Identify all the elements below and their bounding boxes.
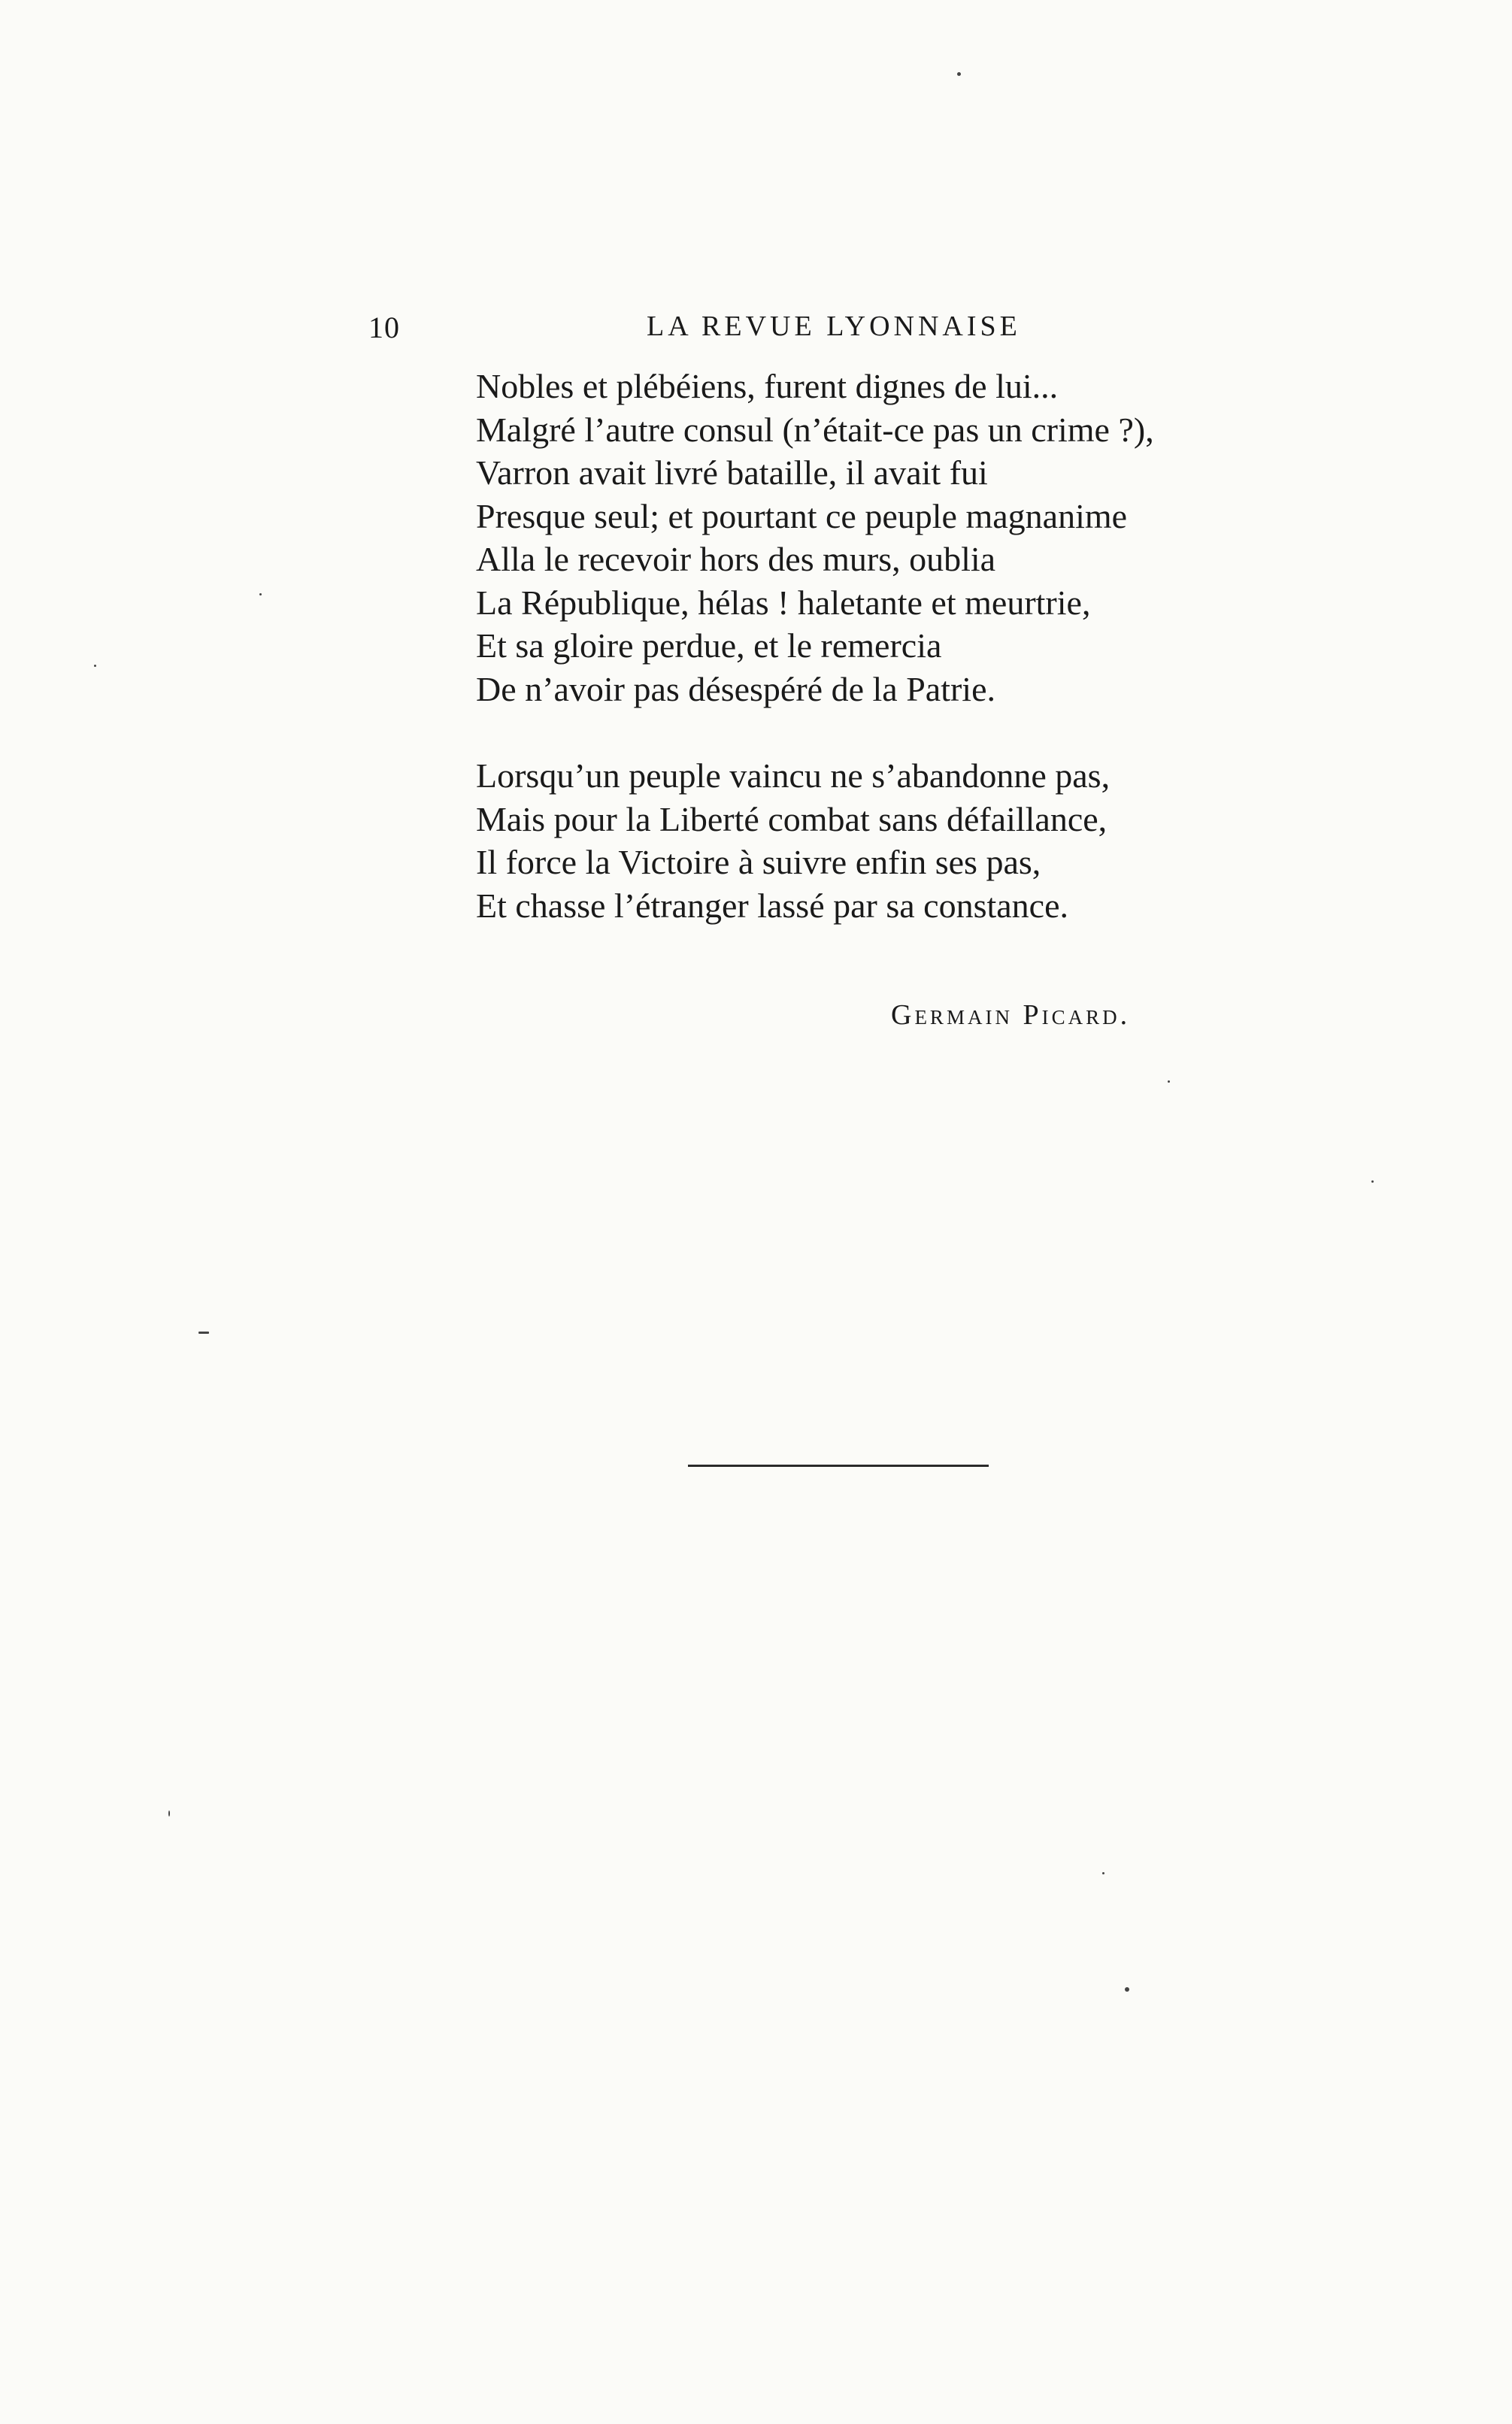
page-header [368,310,1188,355]
scan-speck [198,1332,209,1334]
poem-stanza-1 [476,365,1154,711]
verse-line: De n’avoir pas désespéré de la Patrie. [476,669,995,708]
verse-line: La République, hélas ! haletante et meurtrie, [476,583,1091,622]
scan-speck [168,1810,170,1816]
scan-speck [94,665,96,667]
verse-line: Alla le recevoir hors des murs, oublia [476,540,996,578]
scan-speck [1102,1872,1104,1874]
scan-speck [1168,1080,1170,1083]
verse-line: Presque seul; et pourtant ce peuple magnanime [476,496,1128,535]
verse-line: Nobles et plébéiens, furent dignes de lui... [476,367,1059,405]
verse-line: Et chasse l’étranger lassé par sa constance. [476,886,1069,925]
verse-line: Malgré l’autre consul (n’était-ce pas un crime ?), [476,410,1154,449]
author-signature: Germain Picard. [891,999,1131,1031]
verse-line: Il force la Victoire à suivre enfin ses pas, [476,843,1041,881]
scan-speck [1371,1180,1374,1183]
verse-line: Mais pour la Liberté combat sans défaillance, [476,799,1107,838]
scan-speck [1125,1987,1129,1992]
scan-speck [259,593,262,595]
verse-line: Et sa gloire perdue, et le remercia [476,626,942,665]
poem-stanza-2 [476,754,1110,927]
verse-line: Lorsqu’un peuple vaincu ne s’abandonne pas, [476,756,1111,795]
page-number: 10 [368,311,400,344]
running-title: LA REVUE LYONNAISE [647,311,1021,342]
verse-line: Varron avait livré bataille, il avait fui [476,453,988,492]
end-rule-divider [688,1465,989,1467]
scan-speck [957,72,961,76]
